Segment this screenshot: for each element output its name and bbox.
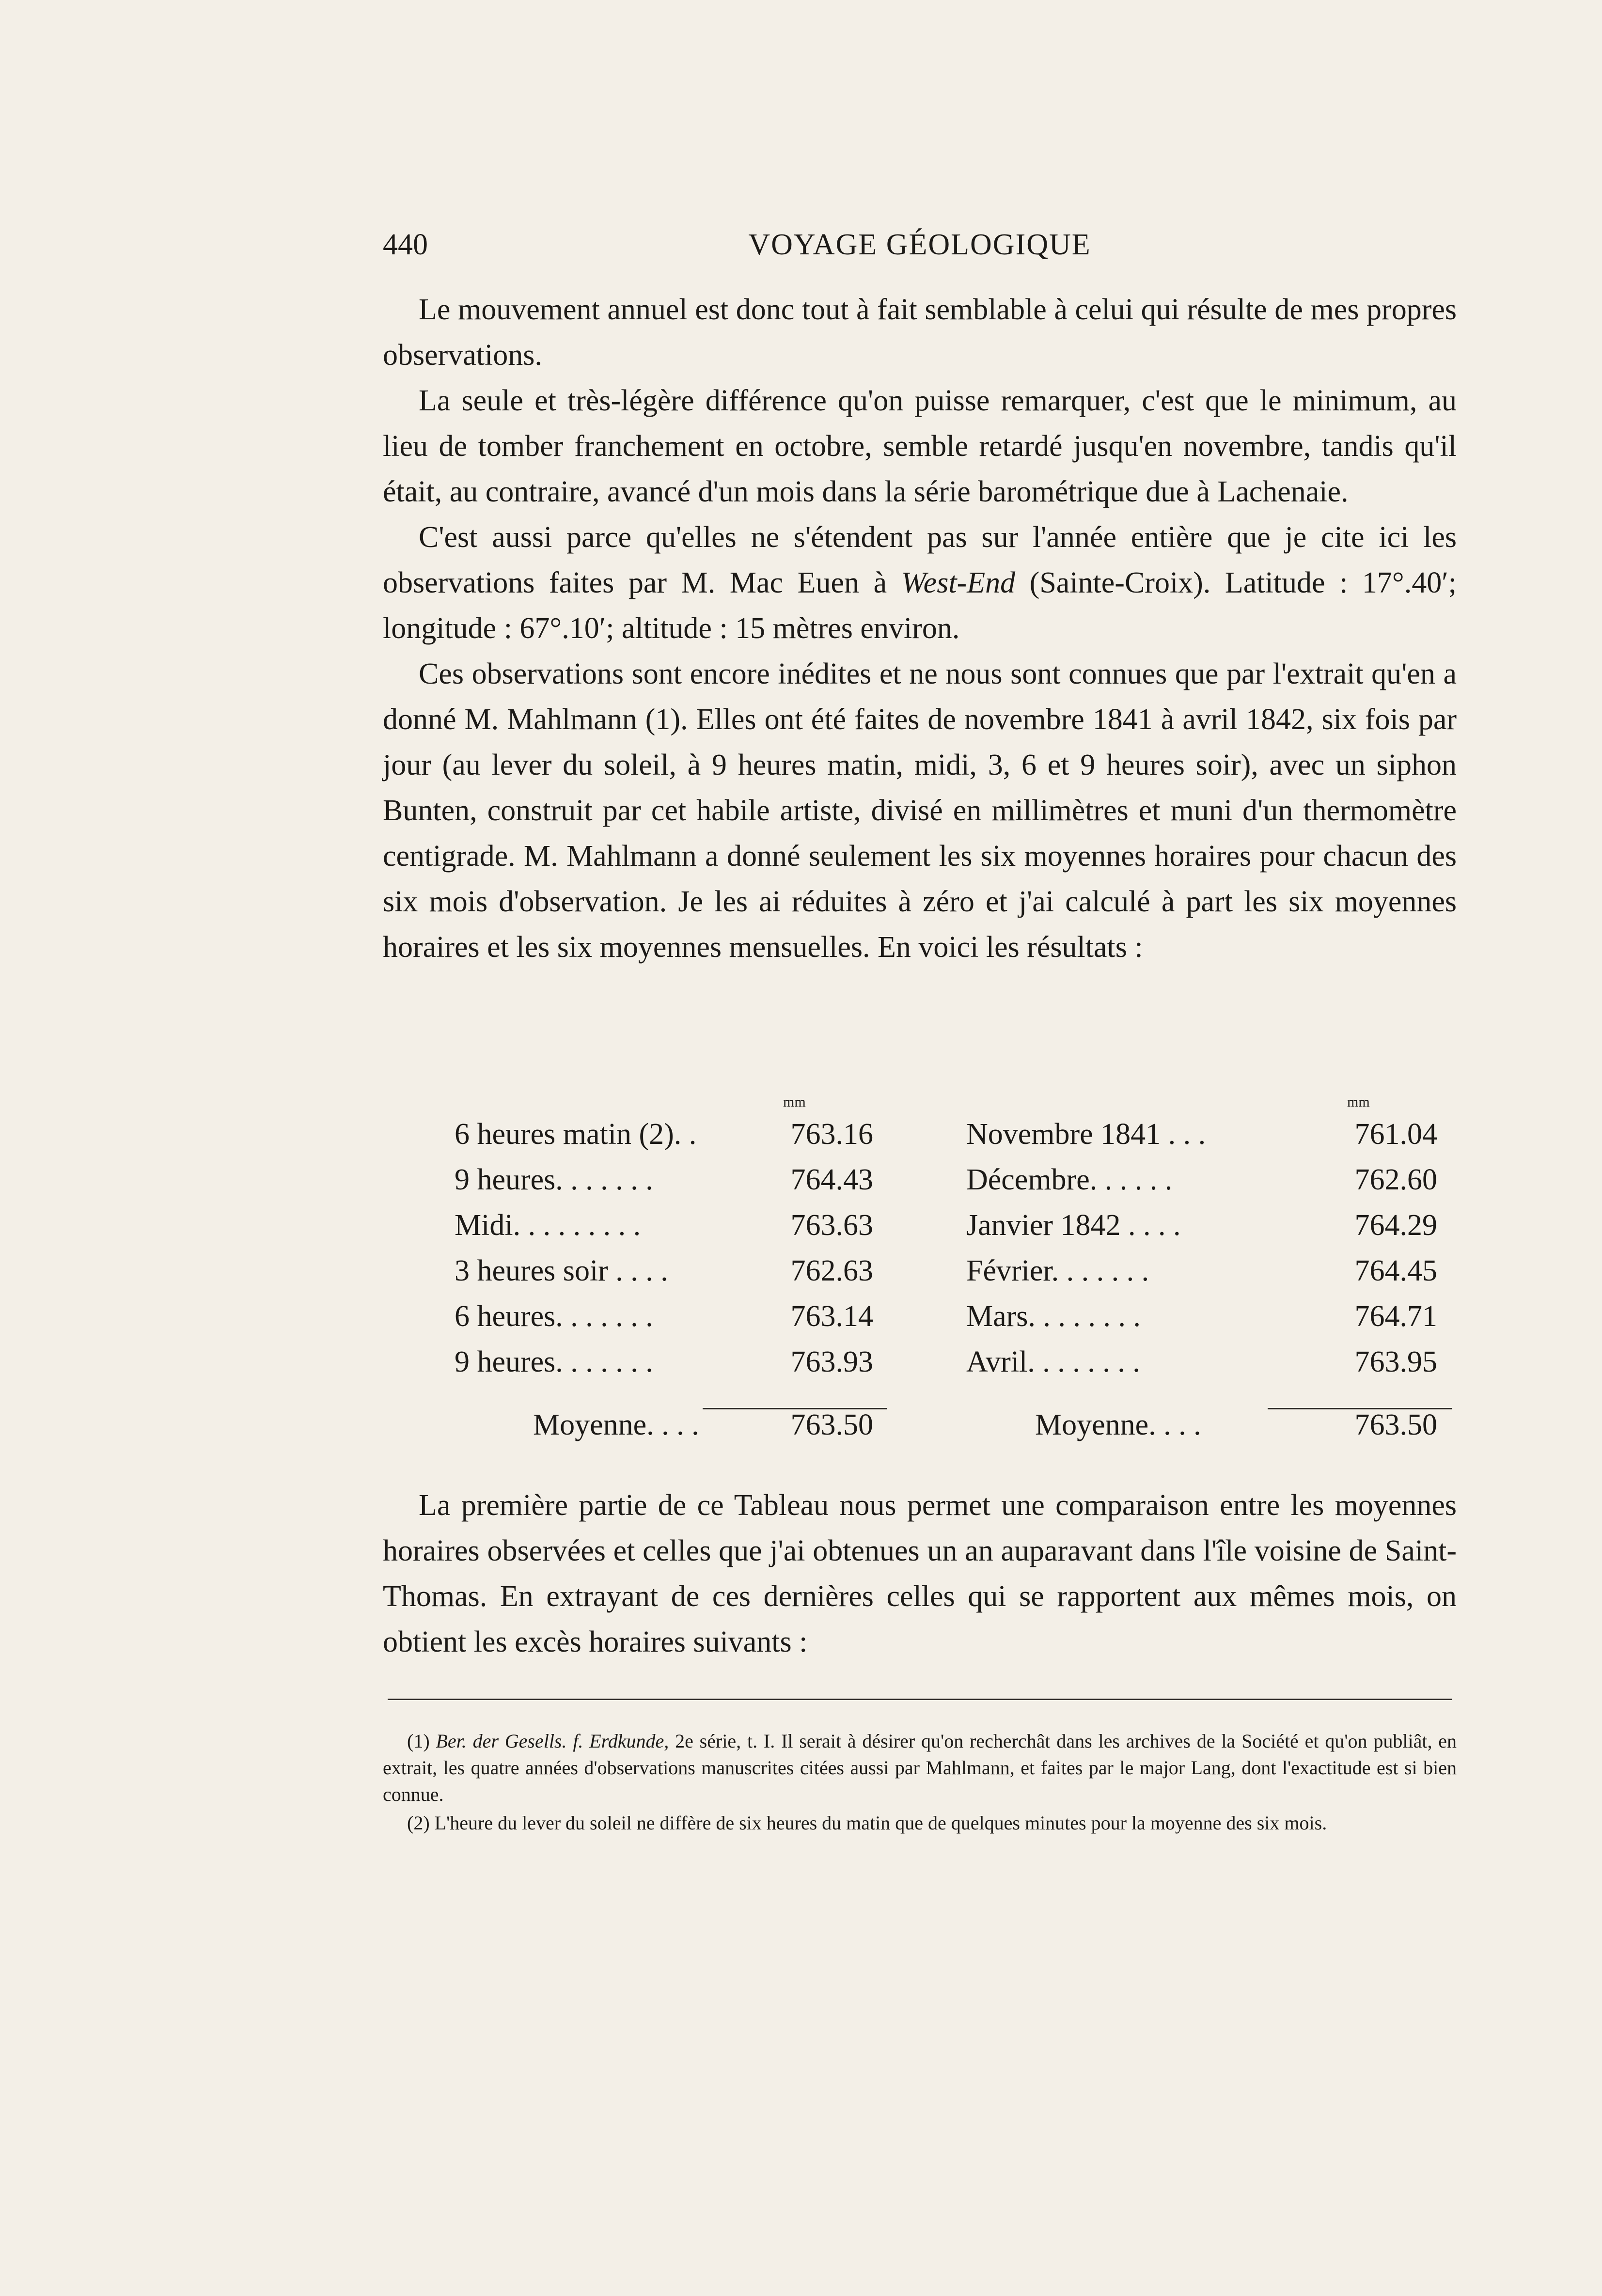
left-label: 6 heures. . . . . . . [455,1300,653,1333]
left-label: 3 heures soir . . . . [455,1254,668,1287]
footnote-1 [383,1728,1457,1808]
left-label: 6 heures matin (2). . [455,1118,697,1151]
place-name: West-End [901,566,1016,599]
footnote-1-reference: Ber. der Gesells. f. Erdkunde, [436,1730,669,1752]
footnote-1-text: 2e série, t. I. Il serait à désirer qu'on recherchât dans les archives de la Société et qu'on publiât, en extrait, les quatre années d'observations manuscrites citées aussi par Mahlmann, et faites par le major Lang, dont l'exactitude est si bien connue. [383,1730,1457,1805]
right-value: 763.95 [1354,1345,1437,1378]
right-value: 764.71 [1354,1300,1437,1333]
left-label: Midi. . . . . . . . . [455,1209,641,1242]
right-label: Février. . . . . . . [966,1254,1149,1287]
page-number: 440 [383,228,428,261]
table-row [383,1203,1457,1248]
page-header [383,228,1457,271]
left-label: 9 heures. . . . . . . [455,1163,653,1196]
left-value: 763.93 [790,1345,873,1378]
right-value: 762.60 [1354,1163,1437,1196]
mean-row [383,1402,1457,1448]
table-row [383,1157,1457,1203]
right-value: 764.29 [1354,1209,1437,1242]
right-label: Novembre 1841 . . . [966,1118,1206,1151]
table-row [383,1339,1457,1385]
right-label: Avril. . . . . . . . [966,1345,1140,1378]
footnote-rule [388,1699,1452,1700]
left-label: 9 heures. . . . . . . [455,1345,653,1378]
table-row [383,1248,1457,1294]
left-value: 763.14 [790,1300,873,1333]
right-label: Janvier 1842 . . . . [966,1209,1181,1242]
right-label: Mars. . . . . . . . [966,1300,1141,1333]
left-value: 763.63 [790,1209,873,1242]
right-value: 761.04 [1354,1118,1437,1151]
body-text [383,287,1457,970]
left-value: 764.43 [790,1163,873,1196]
paragraph-3-end: (Sainte-Croix). Latitude : 17°.40′; longitude : 67°.10′; altitude : 15 mètres environ. [383,566,1457,645]
left-value: 763.16 [790,1118,873,1151]
footnote-2 [383,1810,1457,1836]
right-value: 764.45 [1354,1254,1437,1287]
paragraph-2: La seule et très-légère différence qu'on puisse remarquer, c'est que le minimum, au lieu de tomber franchement en octobre, semble retardé jusqu'en novembre, tandis qu'il était, au contraire, avancé d'un mois dans la série barométrique due à Lachenaie. [383,384,1457,508]
footnote-1-mark: (1) [407,1730,430,1752]
mean-value-left: 763.50 [790,1408,873,1441]
barometric-table [383,1094,1457,1448]
paragraph-5: La première partie de ce Tableau nous permet une comparaison entre les moyennes horaires observées et celles que j'ai obtenues un an auparavant dans l'île voisine de Saint-Thomas. En extrayant de ces dernières celles qui se rapportent aux mêmes mois, on obtient les excès horaires suivants : [383,1489,1457,1658]
paragraph-4: Ces observations sont encore inédites et ne nous sont connues que par l'extrait qu'en a donné M. Mahlmann (1). Elles ont été faites de novembre 1841 à avril 1842, six fois par jour (au lever du soleil, à 9 heures matin, midi, 3, 6 et 9 heures soir), avec un siphon Bunten, construit par cet habile artiste, divisé en millimètres et muni d'un thermomètre centigrade. M. Mahlmann a donné seulement les six moyennes horaires pour chacun des six mois d'observation. Je les ai réduites à zéro et j'ai calculé à part les six moyennes horaires et les six moyennes mensuelles. En voici les résultats : [383,657,1457,964]
unit-label-right: mm [1347,1094,1370,1110]
unit-label-left: mm [783,1094,806,1110]
footnote-2-mark: (2) [407,1812,430,1834]
paragraph-1: Le mouvement annuel est donc tout à fait semblable à celui qui résulte de mes propres observations. [383,293,1457,372]
running-title: VOYAGE GÉOLOGIQUE [748,228,1091,261]
paragraph-3 [383,515,1457,651]
mean-label-right: Moyenne. . . . [1035,1408,1201,1441]
body-text-continued [383,1483,1457,1665]
mean-label-left: Moyenne. . . . [533,1408,699,1441]
right-label: Décembre. . . . . . [966,1163,1173,1196]
footnote-2-text: L'heure du lever du soleil ne diffère de six heures du matin que de quelques minutes pour la moyenne des six mois. [429,1812,1327,1834]
table-row [383,1111,1457,1157]
footnotes [383,1728,1457,1838]
paragraph-3-start: C'est aussi parce qu'elles ne s'étendent pas sur l'année entière que je cite ici les observations faites par M. Mac Euen à [383,521,1457,599]
table-row [383,1294,1457,1339]
mean-value-right: 763.50 [1354,1408,1437,1441]
left-value: 762.63 [790,1254,873,1287]
